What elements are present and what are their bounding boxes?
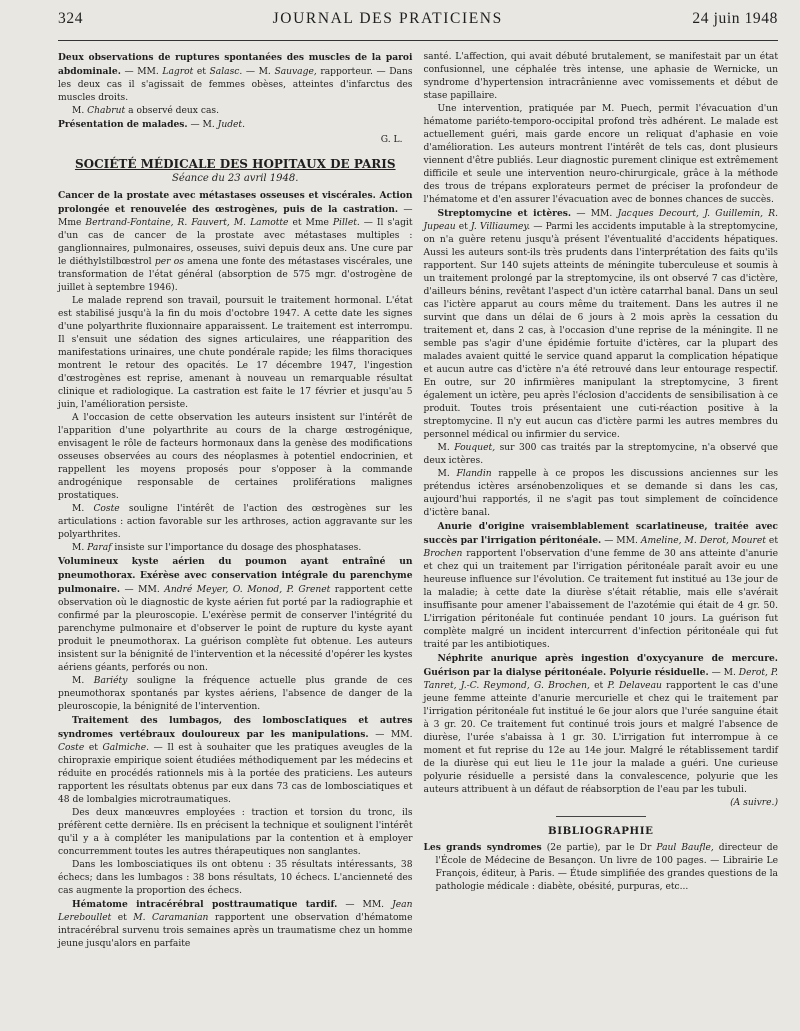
text-run: — MM. bbox=[120, 585, 165, 595]
bold-run: Traitement des lumbagos, des lomboscIatiques et autres syndromes vertébraux douloureux par les manipulations. bbox=[58, 715, 413, 740]
bold-run: Deux observations de ruptures spontanées des muscles de la paroi abdominale. bbox=[58, 52, 413, 77]
bold-run: Cancer de la prostate avec métastases osseuses et viscérales. Action prolongée et renouvelée des œstrogènes, puis de la castration. bbox=[58, 190, 413, 215]
text-run: A l'occasion de cette observation les auteurs insistent sur l'intérêt de l'apparition d'une polyarthrite au cours de la charge œstrogénique, envisagent le rôle de facteurs hormonaux dans la genèse des modifications osseuses observées au cours des néoplasmes à potentiel endocrinien, et rappellent les moyens proposés pour s'opposer à la commande androgénique responsable de certaines proliférations malignes prostatiques. bbox=[58, 413, 413, 501]
paragraph-paraf bbox=[58, 542, 413, 555]
italic-run: P. Delaveau bbox=[607, 681, 662, 691]
left-column bbox=[58, 51, 413, 951]
bold-run: Hématome intracérébral posttraumatique tardif. bbox=[72, 899, 338, 910]
italic-run: Brochen bbox=[423, 549, 463, 559]
text-run: M. bbox=[72, 106, 88, 116]
text-run: Le malade reprend son travail, poursuit le traitement hormonal. L'état est stabilisé jusqu'à la fin du mois d'octobre 1947. A cette date les signes d'une polyarthrite fluxionnaire apparaissent. Le traitement est interrompu. Il s'ensuit une sédation des signes articulaires, une réapparition des manifestations urinaires, une chute pondérale rapide; les films thoraciques montrent le retour des opacités. Le 17 décembre 1947, l'ingestion d'œstrogènes est reprise, amenant à nouveau un remarquable résultat clinique et radiologique. La castration est faite le 17 février et jusqu'au 5 juin, l'amélioration persiste. bbox=[58, 296, 413, 410]
section-title: SOCIÉTÉ MÉDICALE DES HOPITAUX DE PARIS bbox=[74, 157, 396, 171]
issue-date: 24 juin 1948 bbox=[692, 10, 778, 27]
right-column bbox=[424, 51, 779, 951]
text-run: rapportent le cas d'une jeune femme atteinte d'anurie mercurielle et chez qui le traitement par l'irrigation péritonéale fut institué le 6e jour alors que l'urée sanguine était à 3 gr. 20. Ce traitement fut continué trois jours et malgré l'absence de diurèse, l'urée s'abaissa à 1 gr. 30. L'irrigation fut interrompue à ce moment et fut reprise du 12e au 14e jour. Malgré le rétablissement tardif de la diurèse qui eut lieu le 11e jour la malade a guéri. Une curieuse polyurie résiduelle a persisté dans la convalescence, polyurie que les auteurs attribuent à un défaut de réabsorption de l'eau par les tubuli. bbox=[423, 681, 778, 795]
text-run: et bbox=[765, 536, 778, 546]
paragraph-sante bbox=[424, 51, 779, 103]
text-run: M. bbox=[72, 543, 88, 553]
text-run: rapporteur. — Dans les deux cas il s'agissait de femmes obèses, atteintes d'infarctus des muscles droits. bbox=[58, 67, 413, 103]
italic-run: Bariéty bbox=[93, 676, 128, 686]
italic-run: Chabrut bbox=[87, 106, 126, 116]
text-run: directeur de l'École de Médecine de Besançon. Un livre de 100 pages. — Librairie Le François, éditeur, à Paris. — Étude simplifiée des grandes questions de la pathologie médicale : diabète, obésité, purpuras, etc... bbox=[435, 843, 778, 892]
text-run: sur 300 cas traités par la streptomycine, n'a observé que deux ictères. bbox=[423, 443, 779, 466]
bold-run: Présentation de malades. bbox=[58, 119, 188, 130]
italic-run: J. Villiaumey. bbox=[470, 222, 531, 232]
page-header bbox=[58, 10, 778, 34]
text-run: santé. L'affection, qui avait débuté brutalement, se manifestait par un état confusionnel, une céphalée très intense, une aphasie de Wernicke, un syndrome d'hypertension intracrânienne avec vomissements et début de stase papillaire. bbox=[423, 52, 778, 101]
text-run: et bbox=[193, 67, 210, 77]
text-run: — MM. bbox=[601, 536, 641, 546]
paragraph-chabrut bbox=[58, 105, 413, 118]
italic-run: Flandin bbox=[456, 469, 492, 479]
text-run: — Mme bbox=[58, 205, 413, 228]
italic-run: Lagrot bbox=[162, 67, 194, 77]
bold-run: Volumineux kyste aérien du poumon ayant entraîné un pneumothorax. Exérèse avec conservation intégrale du parenchyme pulmonaire. bbox=[58, 556, 413, 595]
text-run: Une intervention, pratiquée par M. Puech, permit l'évacuation d'un hématome pariéto-temporo-occipital profond très adhérent. Le malade est actuellement guéri, mais garde encore un reliquat d'aphasie en voie d'amélioration. Les auteurs montrent l'intérêt de tels cas, dont plusieurs viennent d'être publiés. Leur diagnostic purement clinique est extrêmement difficile et seule une intervention neuro-chirurgicale, grâce à la méthode des trous de trépans explorateurs permet de préciser la profondeur de l'hématome et d'en assurer l'évacuation avec de bonnes chances de succès. bbox=[423, 104, 778, 205]
text-run: M. bbox=[437, 469, 457, 479]
text-run: rapportent l'observation d'une femme de 30 ans atteinte d'anurie et chez qui un traitement par l'irrigation péritonéale paraît avoir eu une heureuse influence sur l'évolution. Ce traitement fut institué au 13e jour de la maladie; à cette date la diurèse s'était rétablie, mais elle s'avérait insuffisante pour amener l'abaissement de l'azotémie qui était de 4 gr. 50. L'irrigation péritonéale fut continuée pendant 10 jours. La guérison fut complète malgré un incident intercurrent d'infection péritonéale qui fut traité par les antibiotiques. bbox=[423, 549, 778, 650]
article-lumbagos bbox=[58, 714, 413, 807]
text-run: — MM. bbox=[337, 900, 393, 910]
text-run: — Il s'agit d'un cas de cancer de la prostate avec métastases multiples : ganglionnaires, pulmonaires, osseuses, suivi depuis deux ans. Une cure par le diéthylstilbœstrol bbox=[58, 218, 413, 267]
text-run: — M. bbox=[242, 67, 275, 77]
paragraph-occasion bbox=[58, 412, 413, 503]
text-run: et bbox=[111, 913, 134, 923]
italic-run: Fouquet, bbox=[454, 443, 496, 453]
italic-run: Salasc. bbox=[209, 67, 243, 77]
italic-run: per os bbox=[154, 257, 184, 267]
text-run: — M. bbox=[708, 668, 739, 678]
article-presentation bbox=[58, 118, 413, 132]
text-run: — Il est à souhaiter que les pratiques aveugles de la chiropraxie empirique soient étudiées méthodiquement par les médecins et réduite en procédés rationnels mis à la portée des praticiens. Les auteurs rapportent les résultats obtenus par eux dans 73 cas de lombosciatiques et 48 de lombalgies microtraumatiques. bbox=[58, 743, 413, 805]
italic-run: Bertrand-Fontaine, R. Fauvert, M. Lamotte bbox=[85, 218, 289, 228]
italic-run: Sauvage, bbox=[274, 67, 317, 77]
italic-run: Judet. bbox=[217, 120, 246, 130]
bold-run: Les grands syndromes bbox=[423, 842, 542, 853]
text-run: — MM. bbox=[368, 730, 413, 740]
header-rule bbox=[58, 40, 778, 41]
text-run: — Parmi les accidents imputable à la streptomycine, on n'a guère retenu jusqu'à présent l'éventualité d'accidents hépatiques. Aussi les auteurs sont-ils très prudents dans l'interprétation des faits qu'ils rapportent. Sur 140 sujets atteints de méningite tuberculeuse et soumis à un traitement prolongé par la streptomycine, ils ont observé 7 cas d'ictère, d'ailleurs bénins, revêtant l'aspect d'un ictère catarrhal banal. Dans un seul cas l'ictère apparut au cours même du traitement. Dans les autres il ne survint que dans un délai de 6 jours à 2 mois après la cessation du traitement et, dans 2 cas, à l'occasion d'une reprise de la méningite. Il ne semble pas s'agir d'une épidémie fortuite d'ictères, car la plupart des malades avaient quitté le service quand apparut la complication hépatique et aucun autre cas d'ictère n'a été retrouvé dans leur entourage respectif. En outre, sur 20 infirmières manipulant la streptomycine, 3 firent également un ictère, peu après l'éclosion d'accidents de sensibilisation à ce produit. Toutes trois présentaient une cuti-réaction positive à la streptomycine. Il n'y eut aucun cas d'ictère parmi les autres membres du personnel médical ou infirmier du service. bbox=[423, 222, 778, 440]
paragraph-manoeuvres bbox=[58, 807, 413, 859]
article-cancer-prostate bbox=[58, 189, 413, 295]
journal-title: JOURNAL DES PRATICIENS bbox=[272, 10, 503, 27]
italic-run: Ameline, M. Derot, Mouret bbox=[640, 536, 766, 546]
italic-run: Jean Lereboullet bbox=[58, 900, 413, 923]
paragraph-coste bbox=[58, 503, 413, 542]
text-run: et bbox=[589, 681, 608, 691]
article-kyste-aerien bbox=[58, 555, 413, 675]
paragraph-malade bbox=[58, 295, 413, 412]
italic-run: Jacques Decourt, J. Guillemin, R. Jupeau bbox=[423, 209, 779, 232]
text-run: rapportent une observation d'hématome intracérébral survenu trois semaines après un traumatisme chez un homme jeune jusqu'alors en parfaite bbox=[58, 913, 413, 949]
text-run: (2e partie), par le Dr bbox=[541, 843, 657, 853]
italic-run: Coste bbox=[58, 743, 85, 753]
to-follow: (A suivre.) bbox=[730, 798, 778, 808]
session-date: Séance du 23 avril 1948. bbox=[172, 173, 299, 184]
paragraph-bariety bbox=[58, 675, 413, 714]
text-run: Dans les lombosciatiques ils ont obtenu : 35 résultats intéressants, 38 échecs; dans les lumbagos : 38 bons résultats, 10 échecs. L'ancienneté des cas augmente la proportion des échecs. bbox=[58, 860, 413, 896]
text-run: M. bbox=[72, 504, 94, 514]
section-divider bbox=[556, 816, 646, 817]
article-hematome bbox=[58, 898, 413, 951]
article-streptomycine bbox=[424, 207, 779, 442]
text-run: et bbox=[455, 222, 471, 232]
page-number: 324 bbox=[58, 10, 84, 27]
bold-run: Néphrite anurique après ingestion d'oxycyanure de mercure. Guérison par la dialyse péritonéale. Polyurie résiduelle. bbox=[423, 653, 778, 678]
paragraph-resultats bbox=[58, 859, 413, 898]
text-run: rappelle à ce propos les discussions anciennes sur les prétendus ictères arsénobenzoliques et se demande si dans les cas, aujourd'hui rapportés, il ne s'agit pas tout simplement de coïncidence d'ictère banal. bbox=[423, 469, 778, 518]
text-run: et bbox=[84, 743, 103, 753]
signature: G. L. bbox=[380, 135, 403, 145]
text-run: amena une fonte des métastases viscérales, une transformation de l'état général (absorption de 575 mgr. d'ostrogène de juillet à septembre 1946). bbox=[58, 257, 413, 293]
article-anurie bbox=[424, 520, 779, 652]
italic-run: Galmiche. bbox=[102, 743, 149, 753]
text-run: — MM. bbox=[120, 67, 163, 77]
article-ruptures bbox=[58, 51, 413, 105]
italic-run: André Meyer, O. Monod, P. Grenet bbox=[164, 585, 331, 595]
paragraph-flandin bbox=[424, 468, 779, 520]
italic-run: Paul Baufle, bbox=[656, 843, 714, 853]
text-run: — M. bbox=[187, 120, 218, 130]
text-run: souligne la fréquence actuelle plus grande de ces pneumothorax spontanés par kystes aériens, l'absence de danger de la pleuroscopie, la bénignité de l'intervention. bbox=[58, 676, 413, 712]
bibliography-entry bbox=[424, 841, 779, 894]
text-run: Des deux manœuvres employées : traction et torsion du tronc, ils préfèrent cette dernière. Ils en précisent la technique et soulignent l'intérêt qu'il y a à compléter les manipulations par la contention et à employer concurremment toutes les autres thérapeutiques non sanglantes. bbox=[58, 808, 413, 857]
text-run: — MM. bbox=[571, 209, 618, 219]
text-run: M. bbox=[72, 676, 94, 686]
italic-run: M. Caramanian bbox=[133, 913, 209, 923]
italic-run: Pillet. bbox=[332, 218, 360, 228]
italic-run: Paraf bbox=[87, 543, 112, 553]
article-nephrite bbox=[424, 652, 779, 797]
text-run: insiste sur l'importance du dosage des phosphatases. bbox=[111, 543, 362, 553]
italic-run: Derot, P. Tanret, J.-C. Reymond, G. Brochen, bbox=[423, 668, 779, 691]
text-run: souligne l'intérêt de l'action des œstrogènes sur les articulations : action favorable sur les arthroses, action aggravante sur les polyarthrites. bbox=[58, 504, 413, 540]
italic-run: Coste bbox=[93, 504, 120, 514]
bold-run: Streptomycine et ictères. bbox=[437, 208, 572, 219]
text-run: M. bbox=[437, 443, 455, 453]
text-run: et Mme bbox=[288, 218, 333, 228]
text-run: rapportent cette observation où le diagnostic de kyste aérien fut porté par la radiographie et confirmé par la pleuroscopie. L'exérèse permit de conserver l'intégrité du parenchyme pulmonaire et d'observer le point de rupture du kyste ayant produit le pneumothorax. La guérison complète fut obtenue. Les auteurs insistent sur la bénignité de l'intervention et la nécessité d'opérer les kystes aériens géants, perforés ou non. bbox=[58, 585, 413, 673]
bibliography-title: BIBLIOGRAPHIE bbox=[548, 825, 654, 837]
bold-run: Anurie d'origine vraisemblablement scarlatineuse, traitée avec succès par l'irrigation péritonéale. bbox=[423, 521, 778, 546]
paragraph-fouquet bbox=[424, 442, 779, 468]
text-run: a observé deux cas. bbox=[125, 106, 219, 116]
paragraph-intervention bbox=[424, 103, 779, 207]
